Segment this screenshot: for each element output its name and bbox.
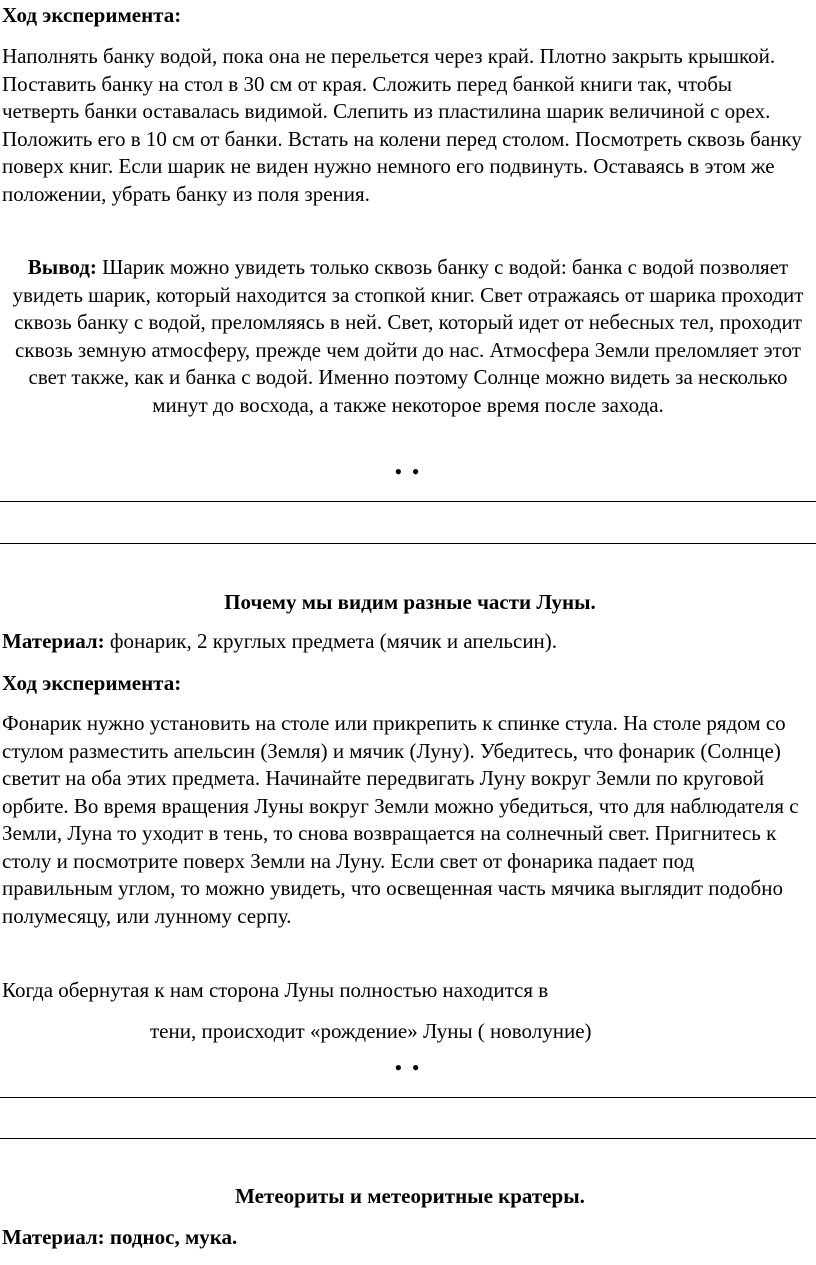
section2-material — [0, 628, 561, 656]
section2-title: Почему мы видим разные части Луны. — [224, 590, 596, 614]
section1-procedure: Наполнять банку водой, пока она не перельется через край. Плотно закрыть крышкой. Поставить банку на стол в 30 см от края. Сложить перед банкой книги так, чтобы четверть банки оставалась видимой. Слепить из пластилина шарик величиной с орех. Положить его в 10 см от банки. Встать на колени перед столом. Посмотреть сквозь банку поверх книг. Если шарик не виден нужно немного его подвинуть. Оставаясь в этом же положении, убрать банку из поля зрения. — [2, 44, 802, 206]
material-label: Материал: — [2, 629, 105, 653]
section1-heading: Ход эксперимента: — [2, 3, 182, 27]
section1-dots: • • — [394, 459, 422, 484]
section2-heading: Ход эксперимента: — [2, 671, 182, 695]
material-text: фонарик, 2 круглых предмета (мячик и апельсин). — [104, 629, 558, 653]
section3-title: Метеориты и метеоритные кратеры. — [235, 1184, 585, 1208]
conclusion-text: Шарик можно увидеть только сквозь банку с водой: банка с водой позволяет увидеть шарик, который находится за стопкой книг. Свет отражаясь от шарика проходит сквозь банку с водой, преломляясь в ней. Свет, который идет от небесных тел, проходит сквозь земную атмосферу, прежде чем дойти до нас. Атмосфера Земли преломляет этот свет также, как и банка с водой. Именно поэтому Солнце можно видеть за несколько минут до восхода, а также некоторое время после захода. — [12, 255, 804, 417]
section2-divider-bottom — [0, 1138, 816, 1139]
section1-divider-bottom — [0, 543, 816, 544]
section3-material: Материал: поднос, мука. — [2, 1225, 238, 1249]
conclusion-label: Вывод: — [27, 255, 97, 279]
section1-conclusion — [0, 254, 816, 419]
section2-divider-top — [0, 1097, 816, 1098]
section2-dots: • • — [394, 1055, 422, 1080]
section2-sentence-line1: Когда обернутая к нам сторона Луны полностью находится в — [2, 978, 549, 1002]
section2-sentence-line2: тени, происходит «рождение» Луны ( новолуние) — [150, 1019, 592, 1043]
section2-procedure: Фонарик нужно установить на столе или прикрепить к спинке стула. На столе рядом со стулом разместить апельсин (Земля) и мячик (Луну). Убедитесь, что фонарик (Солнце) светит на оба этих предмета. Начинайте передвигать Луну вокруг Земли по круговой орбите. Во время вращения Луны вокруг Земли можно убедиться, что для наблюдателя с Земли, Луна то уходит в тень, то снова возвращается на солнечный свет. Пригнитесь к столу и посмотрите поверх Земли на Луну. Если свет от фонарика падает под правильным углом, то можно увидеть, что освещенная часть мячика выглядит подобно полумесяцу, или лунному серпу. — [2, 711, 799, 928]
section1-divider-top — [0, 501, 816, 502]
